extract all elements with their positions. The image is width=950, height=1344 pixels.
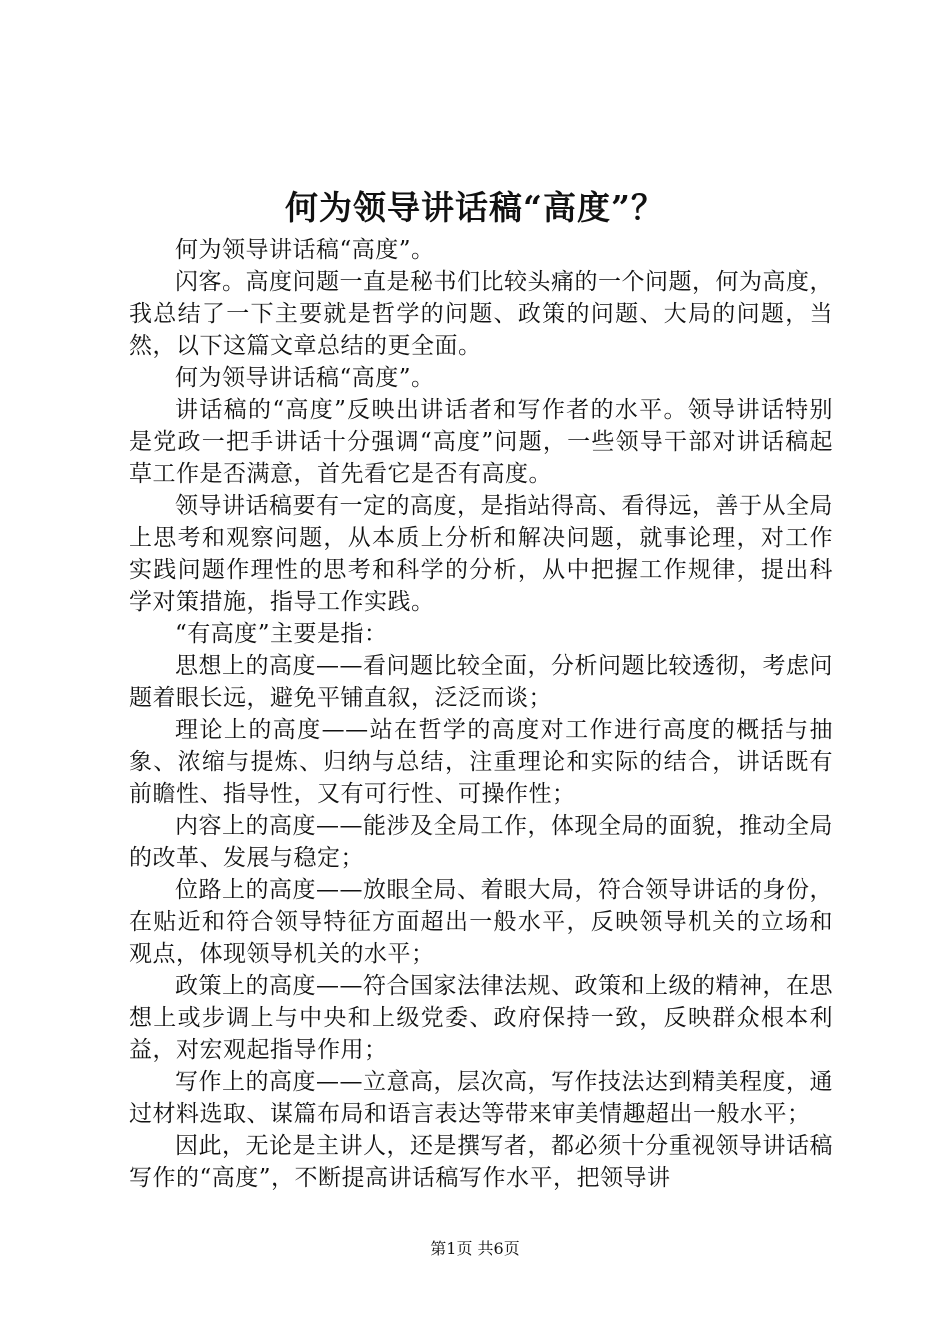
document-body: [129, 234, 833, 1194]
paragraph: 何为领导讲话稿“高度”。: [175, 237, 435, 263]
paragraph: 领导讲话稿要有一定的高度，是指站得高、看得远，善于从全局上思考和观察问题，从本质上分析和解决问题，就事论理，对工作实践问题作理性的思考和科学的分析，从中把握工作规律，提出科学对策措施，指导工作实践。: [129, 493, 833, 615]
paragraph: 思想上的高度——看问题比较全面，分析问题比较透彻，考虑问题着眼长远，避免平铺直叙，泛泛而谈；: [129, 653, 833, 711]
paragraph: 闪客。高度问题一直是秘书们比较头痛的一个问题，何为高度，我总结了一下主要就是哲学的问题、政策的问题、大局的问题，当然，以下这篇文章总结的更全面。: [129, 269, 833, 359]
paragraph: 写作上的高度——立意高，层次高，写作技法达到精美程度，通过材料选取、谋篇布局和语言表达等带来审美情趣超出一般水平；: [129, 1069, 833, 1127]
paragraph: 理论上的高度——站在哲学的高度对工作进行高度的概括与抽象、浓缩与提炼、归纳与总结，注重理论和实际的结合，讲话既有前瞻性、指导性，又有可行性、可操作性；: [129, 717, 833, 807]
paragraph: 内容上的高度——能涉及全局工作，体现全局的面貌，推动全局的改革、发展与稳定；: [129, 813, 833, 871]
page-footer: 第1页 共6页: [430, 1239, 520, 1258]
paragraph: 因此，无论是主讲人，还是撰写者，都必须十分重视领导讲话稿写作的“高度”，不断提高讲话稿写作水平，把领导讲: [129, 1133, 833, 1191]
paragraph: “有高度”主要是指：: [175, 621, 388, 647]
document-title: 何为领导讲话稿“高度”？: [285, 188, 665, 227]
paragraph: 政策上的高度——符合国家法律法规、政策和上级的精神，在思想上或步调上与中央和上级党委、政府保持一致，反映群众根本利益，对宏观起指导作用；: [129, 973, 833, 1063]
paragraph: 何为领导讲话稿“高度”。: [175, 365, 435, 391]
paragraph: 讲话稿的“高度”反映出讲话者和写作者的水平。领导讲话特别是党政一把手讲话十分强调“高度”问题，一些领导干部对讲话稿起草工作是否满意，首先看它是否有高度。: [129, 397, 833, 487]
paragraph: 位路上的高度——放眼全局、着眼大局，符合领导讲话的身份，在贴近和符合领导特征方面超出一般水平，反映领导机关的立场和观点，体现领导机关的水平；: [129, 877, 833, 967]
